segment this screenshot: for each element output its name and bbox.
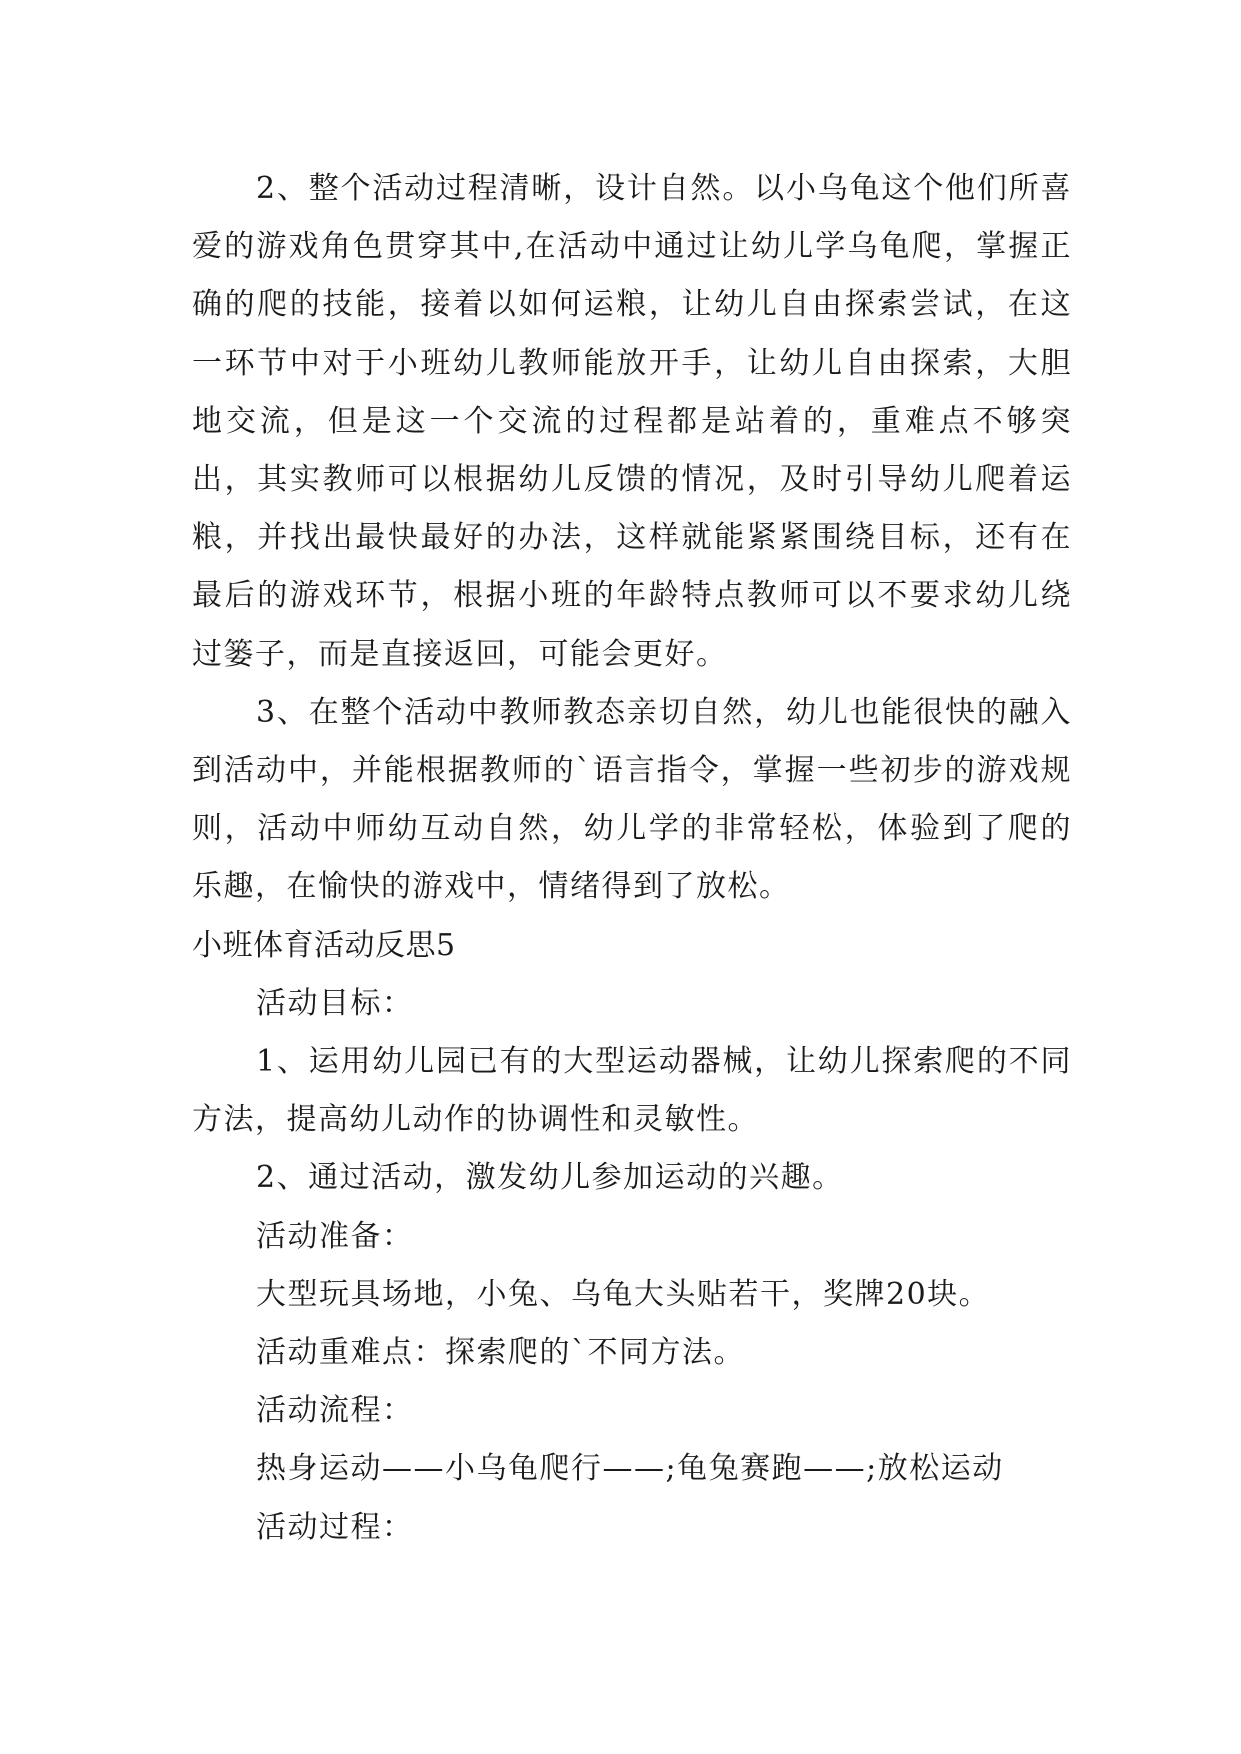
process-label: 活动过程： <box>256 1509 414 1545</box>
flow-text: 热身运动——小乌龟爬行——;龟兔赛跑——;放松运动 <box>256 1451 1004 1487</box>
section-title: 小班体育活动反思5 <box>192 927 456 963</box>
goal-2: 2、通过活动，激发幼儿参加运动的兴趣。 <box>256 1160 844 1196</box>
key-points: 活动重难点：探索爬的`不同方法。 <box>256 1335 745 1371</box>
paragraph-activity-process: 2、整个活动过程清晰，设计自然。以小乌龟这个他们所喜爱的游戏角色贯穿其中,在活动中通过让幼儿学乌龟爬，掌握正确的爬的技能，接着以如何运粮，让幼儿自由探索尝试，在这一环节中对于小班幼儿教师能放开手，让幼儿自由探索，大胆地交流，但是这一个交流的过程都是站着的，重难点不够突出，其实教师可以根据幼儿反馈的情况，及时引导幼儿爬着运粮，并找出最快最好的办法，这样就能紧紧围绕目标，还有在最后的游戏环节，根据小班的年龄特点教师可以不要求幼儿绕过篓子，而是直接返回，可能会更好。 <box>192 171 1072 672</box>
document-body <box>192 160 1072 1557</box>
goal-1: 1、运用幼儿园已有的大型运动器械，让幼儿探索爬的不同方法，提高幼儿动作的协调性和灵敏性。 <box>192 1044 1072 1138</box>
preparation-text: 大型玩具场地，小兔、乌龟大头贴若干，奖牌20块。 <box>256 1276 991 1312</box>
preparation-label: 活动准备： <box>256 1218 414 1254</box>
paragraph-teacher-demeanor: 3、在整个活动中教师教态亲切自然，幼儿也能很快的融入到活动中，并能根据教师的`语言指令，掌握一些初步的游戏规则，活动中师幼互动自然，幼儿学的非常轻松，体验到了爬的乐趣，在愉快的游戏中，情绪得到了放松。 <box>192 694 1072 905</box>
flow-label: 活动流程： <box>256 1393 414 1429</box>
goals-label: 活动目标： <box>256 985 414 1021</box>
